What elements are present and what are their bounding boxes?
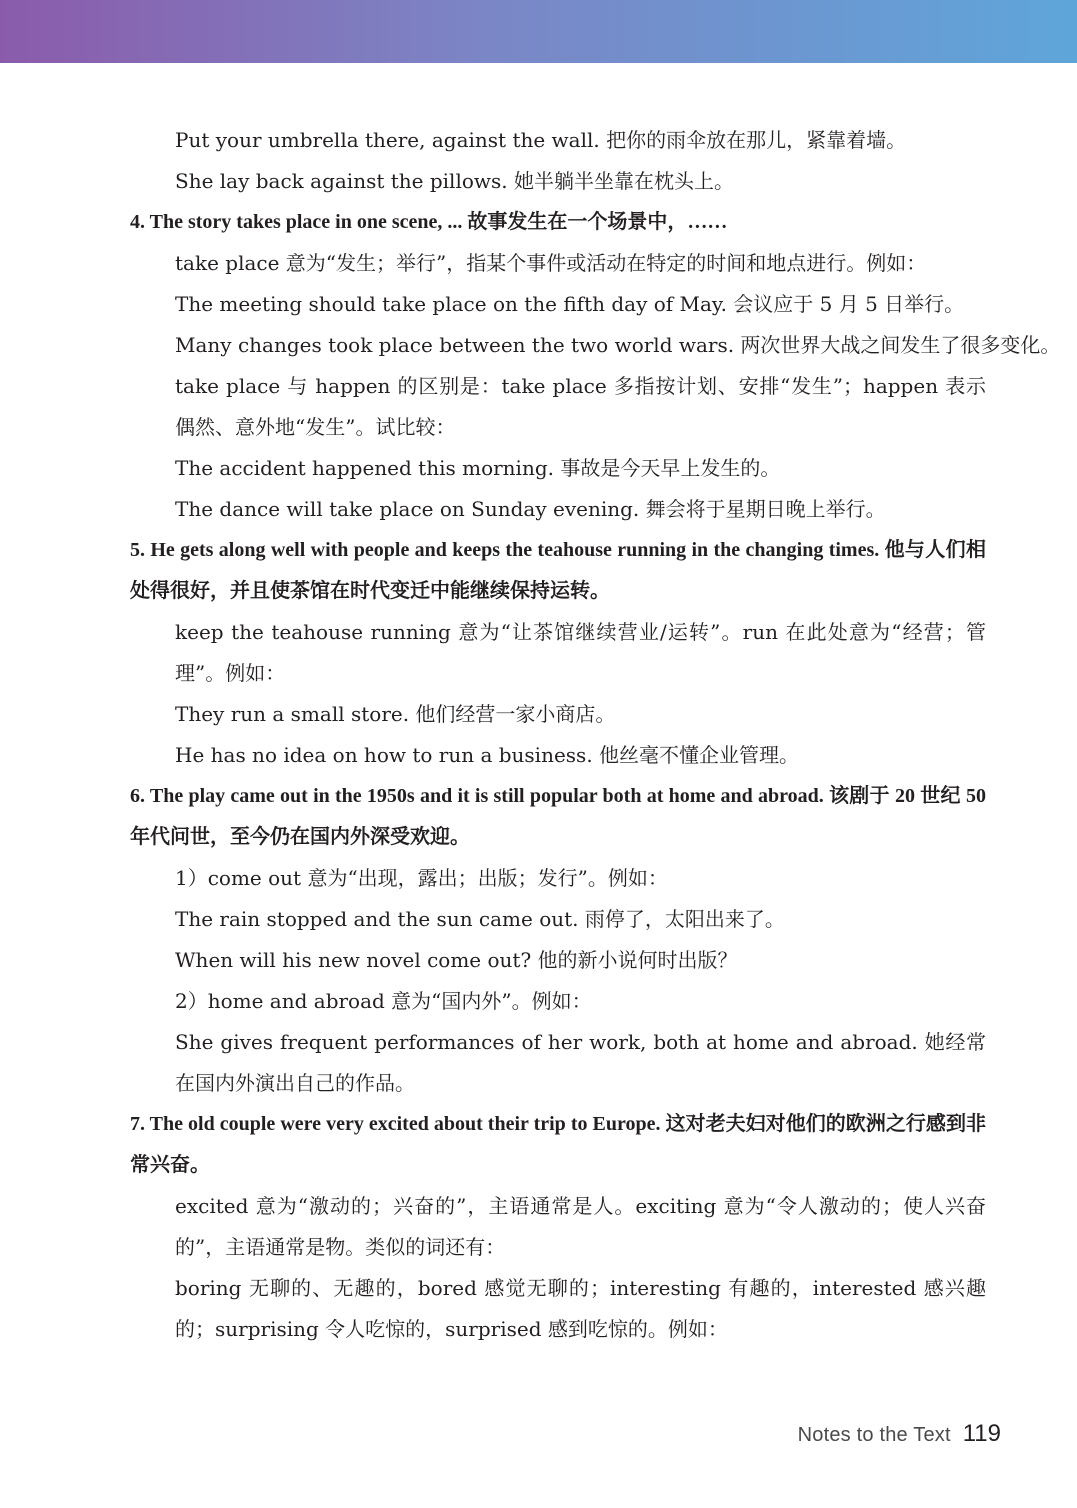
example-sentence: The accident happened this morning. 事故是今天早上发生的。: [175, 456, 781, 480]
example-sentence: He has no idea on how to run a business. 他丝毫不懂企业管理。: [175, 743, 800, 767]
example-sentence: Put your umbrella there, against the wall. 把你的雨伞放在那儿，紧靠着墙。: [175, 128, 907, 152]
page-number: 119: [962, 1420, 1001, 1447]
header-color-band: [0, 0, 1077, 63]
note-heading-6: 6. The play came out in the 1950s and it is still popular both at home and abroad. 该剧于 20 世纪 50 年代问世，至今仍在国内外深受欢迎。: [130, 785, 986, 848]
note-heading-4: 4. The story takes place in one scene, ... 故事发生在一个场景中，……: [130, 211, 728, 233]
explanation-paragraph: keep the teahouse running 意为“让茶馆继续营业/运转”。run 在此处意为“经营；管理”。例如：: [175, 620, 986, 685]
footer-section-title: Notes to the Text: [797, 1424, 951, 1446]
example-sentence: She lay back against the pillows. 她半躺半坐靠在枕头上。: [175, 169, 734, 193]
example-sentence: When will his new novel come out? 他的新小说何时出版？: [175, 948, 738, 972]
explanation-paragraph: take place 与 happen 的区别是：take place 多指按计划、安排“发生”；happen 表示偶然、意外地“发生”。试比较：: [175, 374, 986, 439]
example-sentence: The rain stopped and the sun came out. 雨停了，太阳出来了。: [175, 907, 785, 931]
example-sentence: The dance will take place on Sunday evening. 舞会将于星期日晚上举行。: [175, 497, 886, 521]
page-body: [130, 120, 1061, 1350]
explanation: 2）home and abroad 意为“国内外”。例如：: [175, 989, 592, 1013]
explanation: 1）come out 意为“出现，露出；出版；发行”。例如：: [175, 866, 668, 890]
explanation: take place 意为“发生；举行”，指某个事件或活动在特定的时间和地点进行。例如：: [175, 251, 927, 275]
example-sentence: They run a small store. 他们经营一家小商店。: [175, 702, 616, 726]
example-sentence: The meeting should take place on the fifth day of May. 会议应于 5 月 5 日举行。: [175, 292, 965, 316]
example-sentence: Many changes took place between the two world wars. 两次世界大战之间发生了很多变化。: [175, 333, 1061, 357]
page-footer: [798, 1420, 1001, 1454]
note-heading-7: 7. The old couple were very excited about their trip to Europe. 这对老夫妇对他们的欧洲之行感到非常兴奋。: [130, 1113, 986, 1176]
explanation-paragraph: boring 无聊的、无趣的，bored 感觉无聊的；interesting 有趣的，interested 感兴趣的；surprising 令人吃惊的，surprised 感到吃惊的。例如：: [175, 1276, 986, 1341]
example-paragraph: She gives frequent performances of her work, both at home and abroad. 她经常在国内外演出自己的作品。: [175, 1030, 986, 1095]
note-heading-5: 5. He gets along well with people and keeps the teahouse running in the changing times. 他与人们相处得很好，并且使茶馆在时代变迁中能继续保持运转。: [130, 539, 986, 602]
explanation-paragraph: excited 意为“激动的；兴奋的”，主语通常是人。exciting 意为“令人激动的；使人兴奋的”，主语通常是物。类似的词还有：: [175, 1194, 986, 1259]
